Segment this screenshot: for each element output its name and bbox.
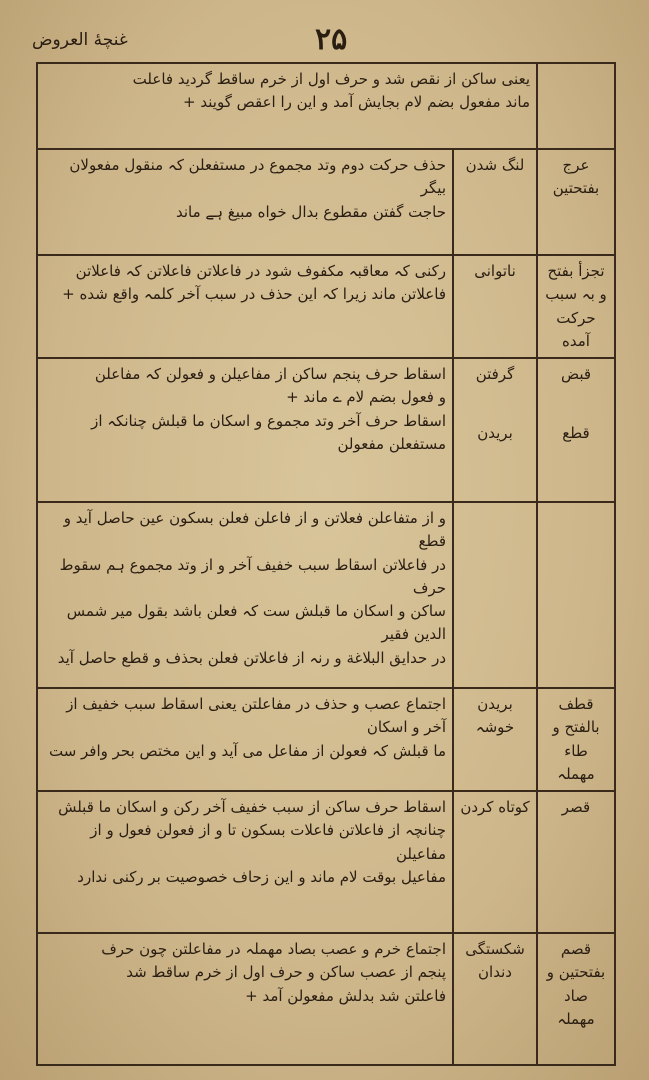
- meaning-label: کوتاه کردن: [460, 798, 530, 816]
- description-line: در فاعلاتن اسقاط سبب خفیف آخر و از وتد مجموع ہم سقوط حرف: [59, 555, 446, 597]
- term-label: عرج بفتحتین: [552, 156, 600, 198]
- description-line: یعنی ساکن از نقص شد و حرف اول از خرم ساقط گردید فاعلت: [132, 70, 530, 88]
- meaning-cell: [453, 255, 537, 358]
- table-row: [37, 255, 615, 358]
- term-label: قصم بفتحتین و صاد مهملہ: [546, 940, 606, 1028]
- term-cell: [537, 255, 615, 358]
- term-cell: [537, 63, 615, 149]
- description-cell: [37, 791, 453, 933]
- description-line: چنانچہ از فاعلاتن فاعلات بسکون تا و از فعولن فعول و از مفاعیلن: [90, 821, 446, 863]
- term-cell: [537, 149, 615, 255]
- description-line: پنجم از عصب ساکن و حرف اول از خرم ساقط شد: [126, 963, 446, 982]
- description-line: ما قبلش کہ فعولن از مفاعل می آید و این مختص بحر وافر ست: [48, 741, 446, 760]
- meaning-label: لنگ شدن: [465, 156, 525, 174]
- description-line: و از متفاعلن فعلاتن و از فاعلن فعلن بسکون عین حاصل آید و قطع: [63, 509, 446, 551]
- description-line: ماند مفعول بضم لام بجایش آمد و این را اعقص گویند +: [183, 93, 530, 112]
- term-label: تجزأ بفتح و بہ سبب حرکت آمده: [545, 262, 607, 350]
- meaning-cell: [453, 933, 537, 1065]
- term-cell: [537, 933, 615, 1065]
- prosody-table: [36, 62, 616, 1066]
- description-line: اجتماع عصب و حذف در مفاعلتن یعنی اسقاط سبب خفیف از آخر و اسکان: [66, 695, 446, 737]
- term-cell: [537, 688, 615, 791]
- description-line: مفاعیل بوقت لام ماند و این زحاف خصوصیت بر رکنی ندارد: [77, 867, 446, 886]
- meaning-cell: [453, 502, 537, 688]
- description-cell: [37, 688, 453, 791]
- description-cell: [37, 358, 453, 502]
- meaning-label: گرفتن: [475, 365, 515, 383]
- term-label: قطع: [562, 424, 590, 443]
- meaning-label: بریدن خوشہ: [475, 695, 515, 737]
- description-line: در حدایق البلاغة و رنہ از فاعلاتن فعلن بحذف و قطع حاصل آید: [57, 648, 446, 667]
- description-cell: [37, 933, 453, 1065]
- description-line: فاعلاتن ماند زیرا کہ این حذف در سبب آخر کلمہ واقع شده +: [62, 285, 446, 304]
- description-line: ساکن و اسکان ما قبلش ست کہ فعلن باشد بقول میر شمس الدین فقیر: [66, 602, 446, 644]
- description-line: حاجت گفتن مقطوع بدال خواه مبیغ ہے ماند: [176, 202, 446, 221]
- meaning-cell: [453, 791, 537, 933]
- running-header-title: غنچهٔ العروض: [32, 30, 128, 50]
- description-line: رکنی کہ معاقبہ مکفوف شود در فاعلاتن فاعلاتن کہ فاعلاتن: [75, 262, 446, 280]
- description-cell: [37, 255, 453, 358]
- description-line: اسقاط حرف ساکن از سبب خفیف آخر رکن و اسکان ما قبلش: [58, 798, 446, 816]
- table-row: [37, 791, 615, 933]
- table-row: [37, 502, 615, 688]
- description-line: فاعلتن شد بدلش مفعولن آمد +: [245, 986, 446, 1005]
- description-line: اسقاط حرف پنجم ساکن از مفاعیلن و فعولن کہ مفاعلن: [94, 365, 446, 383]
- meaning-cell: [453, 149, 537, 255]
- description-cell: [37, 63, 537, 149]
- meaning-label: شکستگی دندان: [465, 940, 525, 982]
- description-cell: [37, 502, 453, 688]
- term-label: قصر: [561, 798, 591, 816]
- meaning-label: ناتوانی: [474, 262, 516, 280]
- meaning-label: بریدن: [477, 424, 513, 443]
- table-row: [37, 933, 615, 1065]
- description-line: اسقاط حرف آخر وتد مجموع و اسکان ما قبلش چنانکہ از مستفعلن مفعولن: [91, 411, 446, 453]
- term-label: قبض: [560, 365, 592, 383]
- description-line: و فعول بضم لام ے ماند +: [286, 388, 446, 407]
- term-cell: [537, 358, 615, 502]
- description-line: اجتماع خرم و عصب بصاد مهملہ در مفاعلتن چون حرف: [101, 940, 446, 958]
- table-row: [37, 149, 615, 255]
- table-row: [37, 688, 615, 791]
- meaning-cell: [453, 358, 537, 502]
- table-row: [37, 358, 615, 502]
- term-cell: [537, 791, 615, 933]
- page-number: ۲۵: [315, 22, 348, 57]
- meaning-cell: [453, 688, 537, 791]
- term-cell: [537, 502, 615, 688]
- description-cell: [37, 149, 453, 255]
- table-row: [37, 63, 615, 149]
- description-line: حذف حرکت دوم وتد مجموع در مستفعلن کہ منقول مفعولان بیگر: [69, 156, 446, 198]
- term-label: قطف بالفتح و طاء مهملہ: [552, 695, 600, 783]
